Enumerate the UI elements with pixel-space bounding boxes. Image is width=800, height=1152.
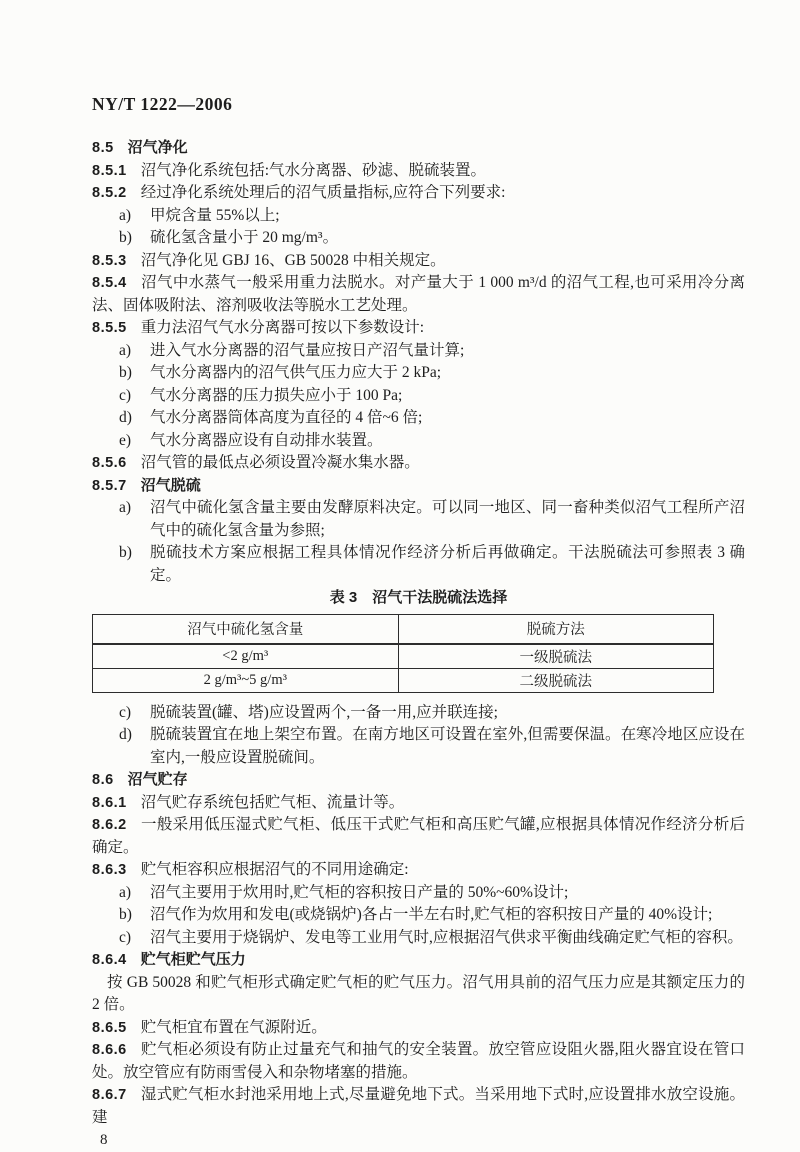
clause-number: 8.6.1 [92,794,127,811]
list-item-a [92,205,745,228]
list-marker: b) [119,229,132,246]
clause-number: 8.6.7 [92,1087,127,1103]
section-title: 沼气净化 [127,139,188,156]
clause-text: 沼气净化见 GBJ 16、GB 50028 中相关规定。 [140,251,446,269]
list-text: 气水分离器内的沼气供气压力应大于 2 kPa; [150,364,442,381]
table-header-row [93,614,714,644]
list-text: 沼气主要用于烧锅炉、发电等工业用气时,应根据沼气供求平衡曲线确定贮气柜的容积。 [150,928,743,946]
list-marker: a) [119,883,132,901]
list-text: 气水分离器应设有自动排水装置。 [150,431,383,449]
clause-title: 贮气柜贮气压力 [140,951,246,968]
clause-8-6-1 [92,792,745,815]
clause-text: 一般采用低压湿式贮气柜、低压干式贮气柜和高压贮气罐,应根据具体情况作经济分析后确定。 [92,816,745,856]
clause-text: 贮气柜宜布置在气源附近。 [140,1018,327,1036]
list-item-a [92,497,745,542]
clause-8-6-2 [92,814,745,859]
page-number: 8 [100,1132,108,1148]
list-item-e [92,430,745,453]
clause-heading-8-5-7 [92,475,745,498]
list-marker: d) [119,726,132,743]
table-row [93,644,714,669]
list-text: 沼气主要用于炊用时,贮气柜的容积按日产量的 50%~60%设计; [150,883,569,901]
clause-number: 8.6.5 [92,1019,127,1036]
section-heading-8-6 [92,769,745,792]
clause-8-5-4 [92,272,745,317]
list-item-d [92,407,745,430]
list-item-b [92,362,745,385]
section-title: 沼气贮存 [127,771,188,788]
list-item-a [92,882,745,905]
list-marker: b) [119,906,132,923]
clause-text: 湿式贮气柜水封池采用地上式,尽量避免地下式。当采用地下式时,应设置排水放空设施。建 [92,1086,745,1126]
list-marker: e) [119,431,132,449]
clause-8-5-3 [92,250,745,273]
section-heading-8-5 [92,137,745,160]
table-caption: 表 3 沼气干法脱硫法选择 [329,589,508,606]
list-marker: a) [119,341,132,359]
list-item-b [92,542,745,587]
list-item-b [92,227,745,250]
clause-text: 沼气管的最低点必须设置冷凝水集水器。 [140,454,420,471]
clause-text: 贮气柜必须设有防止过量充气和抽气的安全装置。放空管应设阻火器,阻火器宜设在管口处。放空管应有防雨雪侵入和杂物堵塞的措施。 [92,1041,745,1081]
clause-number: 8.5.6 [92,455,127,471]
list-marker: b) [119,364,132,381]
clause-text: 沼气中水蒸气一般采用重力法脱水。对产量大于 1 000 m³/d 的沼气工程,也可采用冷分离法、固体吸附法、溶剂吸收法等脱水工艺处理。 [92,274,745,314]
list-text: 进入气水分离器的沼气量应按日产沼气量计算; [150,341,465,359]
list-text: 气水分离器筒体高度为直径的 4 倍~6 倍; [150,409,423,426]
list-text: 脱硫技术方案应根据工程具体情况作经济分析后再做确定。干法脱硫法可参照表 3 确定。 [150,544,745,584]
clause-number: 8.5.3 [92,252,127,269]
clause-8-6-5 [92,1017,745,1040]
clause-number: 8.6 [92,772,114,788]
clause-text: 沼气贮存系统包括贮气柜、流量计等。 [140,793,405,811]
dry-desulfurization-table [92,614,714,693]
table-cell: <2 g/m³ [93,644,399,669]
list-item-c [92,702,745,725]
clause-number: 8.5.5 [92,320,127,336]
list-marker: c) [119,928,132,946]
table-row [93,668,714,692]
clause-number: 8.6.6 [92,1042,127,1058]
list-marker: b) [119,544,132,561]
clause-8-6-7 [92,1084,745,1129]
clause-8-5-1 [92,160,745,183]
clause-number: 8.5.4 [92,275,127,291]
clause-title: 沼气脱硫 [140,476,201,494]
list-item-b [92,904,745,927]
clause-8-5-5 [92,317,745,340]
clause-heading-8-6-4 [92,949,745,972]
clause-number: 8.6.4 [92,952,127,968]
list-item-a [92,340,745,363]
clause-number: 8.5.7 [92,477,127,494]
list-item-c [92,385,745,408]
standard-number: NY/T 1222—2006 [92,94,233,114]
list-marker: a) [119,206,132,224]
table-cell: 一级脱硫法 [398,644,713,669]
list-item-c [92,927,745,950]
list-text: 沼气中硫化氢含量主要由发酵原料决定。可以同一地区、同一畜种类似沼气工程所产沼气中的硫化氢含量为参照; [150,499,745,539]
column-header-method: 脱硫方法 [398,614,713,644]
list-text: 气水分离器的压力损失应小于 100 Pa; [150,386,403,404]
list-item-d [92,724,745,769]
table-cell: 2 g/m³~5 g/m³ [93,668,399,692]
list-marker: d) [119,409,132,426]
column-header-h2s-content: 沼气中硫化氢含量 [93,614,399,644]
clause-number: 8.6.2 [92,817,127,833]
list-text: 沼气作为炊用和发电(或烧锅炉)各占一半左右时,贮气柜的容积按日产量的 40%设计; [150,906,713,923]
table-cell: 二级脱硫法 [398,668,713,692]
clause-number: 8.5 [92,140,114,156]
clause-number: 8.5.1 [92,162,127,179]
clause-text: 沼气净化系统包括:气水分离器、砂滤、脱硫装置。 [140,161,487,179]
clause-text: 贮气柜容积应根据沼气的不同用途确定: [140,861,409,878]
paragraph-8-6-4: 按 GB 50028 和贮气柜形式确定贮气柜的贮气压力。沼气用具前的沼气压力应是其额定压力的 2 倍。 [92,973,745,1013]
clause-number: 8.5.2 [92,185,127,201]
clause-number: 8.6.3 [92,862,127,878]
clause-text: 经过净化系统处理后的沼气质量指标,应符合下列要求: [140,184,506,201]
list-text: 甲烷含量 55%以上; [150,206,280,224]
clause-8-5-2 [92,182,745,205]
list-marker: c) [119,703,132,721]
list-marker: c) [119,386,132,404]
clause-8-6-3 [92,859,745,882]
list-text: 硫化氢含量小于 20 mg/m³。 [150,229,339,246]
clause-8-6-6 [92,1039,745,1084]
list-marker: a) [119,499,132,516]
list-text: 脱硫装置宜在地上架空布置。在南方地区可设置在室外,但需要保温。在寒冷地区应设在室内,一般应设置脱硫间。 [150,726,745,766]
clause-8-5-6 [92,452,745,475]
list-text: 脱硫装置(罐、塔)应设置两个,一备一用,应并联连接; [150,703,498,721]
clause-text: 重力法沼气气水分离器可按以下参数设计: [140,319,425,336]
